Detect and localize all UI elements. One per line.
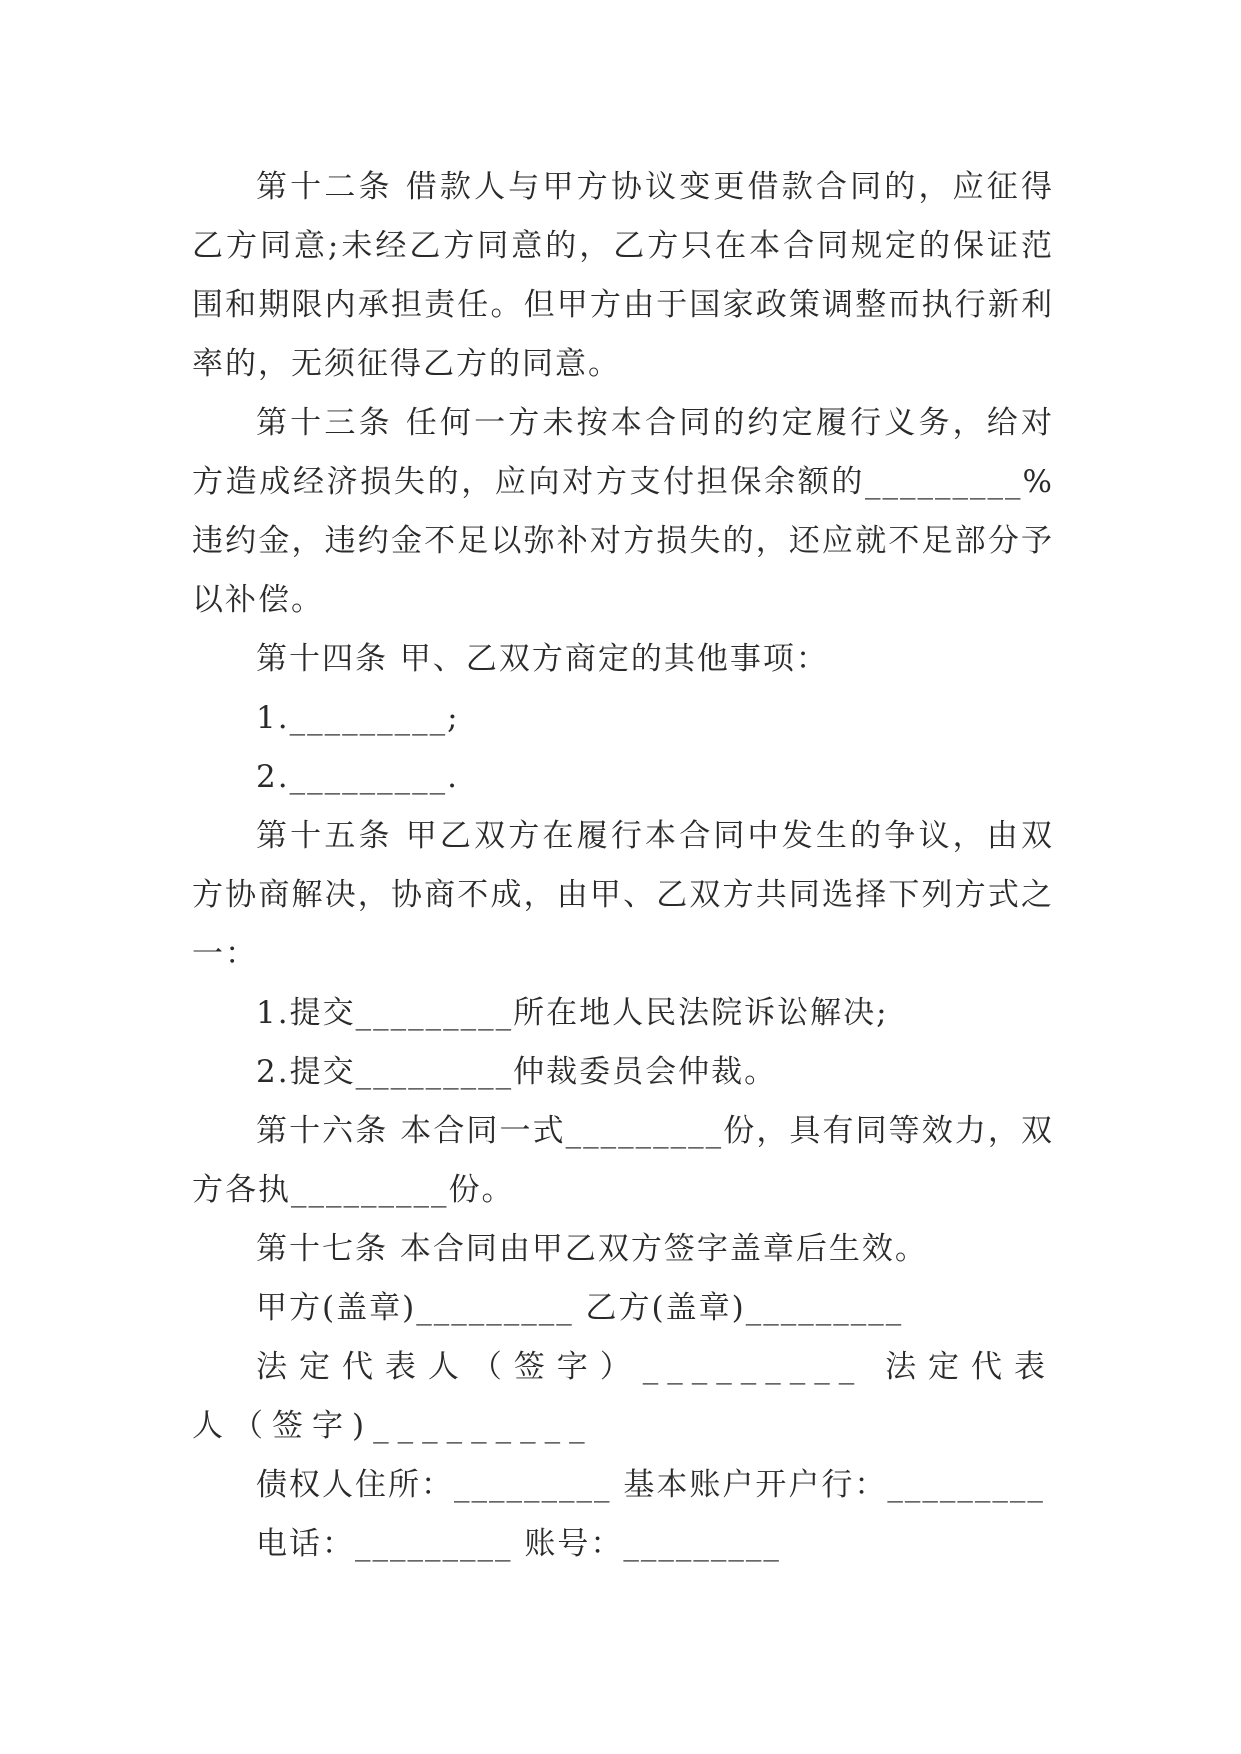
- article-17: 第十七条 本合同由甲乙双方签字盖章后生效。: [256, 1231, 928, 1267]
- phone-account: 电话：_________ 账号：_________: [256, 1526, 781, 1562]
- creditor-address-bank: 债权人住所：_________ 基本账户开户行：_________: [256, 1467, 1045, 1503]
- article-15-item-2: 2.提交_________仲裁委员会仲裁。: [256, 1054, 778, 1090]
- article-14-item-2: 2._________.: [256, 759, 459, 795]
- article-13: 第十三条 任何一方未按本合同的约定履行义务，给对方造成经济损失的，应向对方支付担保余额的_________%违约金，违约金不足以弥补对方损失的，还应就不足部分予以补偿。: [192, 405, 1054, 618]
- signature-representatives: 法定代表人（签字）_________ 法定代表人（签字)_________: [192, 1349, 1054, 1444]
- article-16: 第十六条 本合同一式_________份，具有同等效力，双方各执_________份。: [192, 1113, 1054, 1208]
- article-14-item-1: 1._________;: [256, 700, 460, 736]
- contract-page: [192, 158, 1054, 1574]
- article-15-item-1: 1.提交_________所在地人民法院诉讼解决;: [256, 995, 889, 1031]
- article-15: 第十五条 甲乙双方在履行本合同中发生的争议，由双方协商解决，协商不成，由甲、乙双方共同选择下列方式之一：: [192, 818, 1054, 972]
- article-14: 第十四条 甲、乙双方商定的其他事项：: [256, 641, 829, 677]
- article-12: 第十二条 借款人与甲方协议变更借款合同的，应征得乙方同意;未经乙方同意的，乙方只在本合同规定的保证范围和期限内承担责任。但甲方由于国家政策调整而执行新利率的，无须征得乙方的同意。: [192, 169, 1054, 382]
- signature-seals: 甲方(盖章)_________ 乙方(盖章)_________: [256, 1290, 904, 1326]
